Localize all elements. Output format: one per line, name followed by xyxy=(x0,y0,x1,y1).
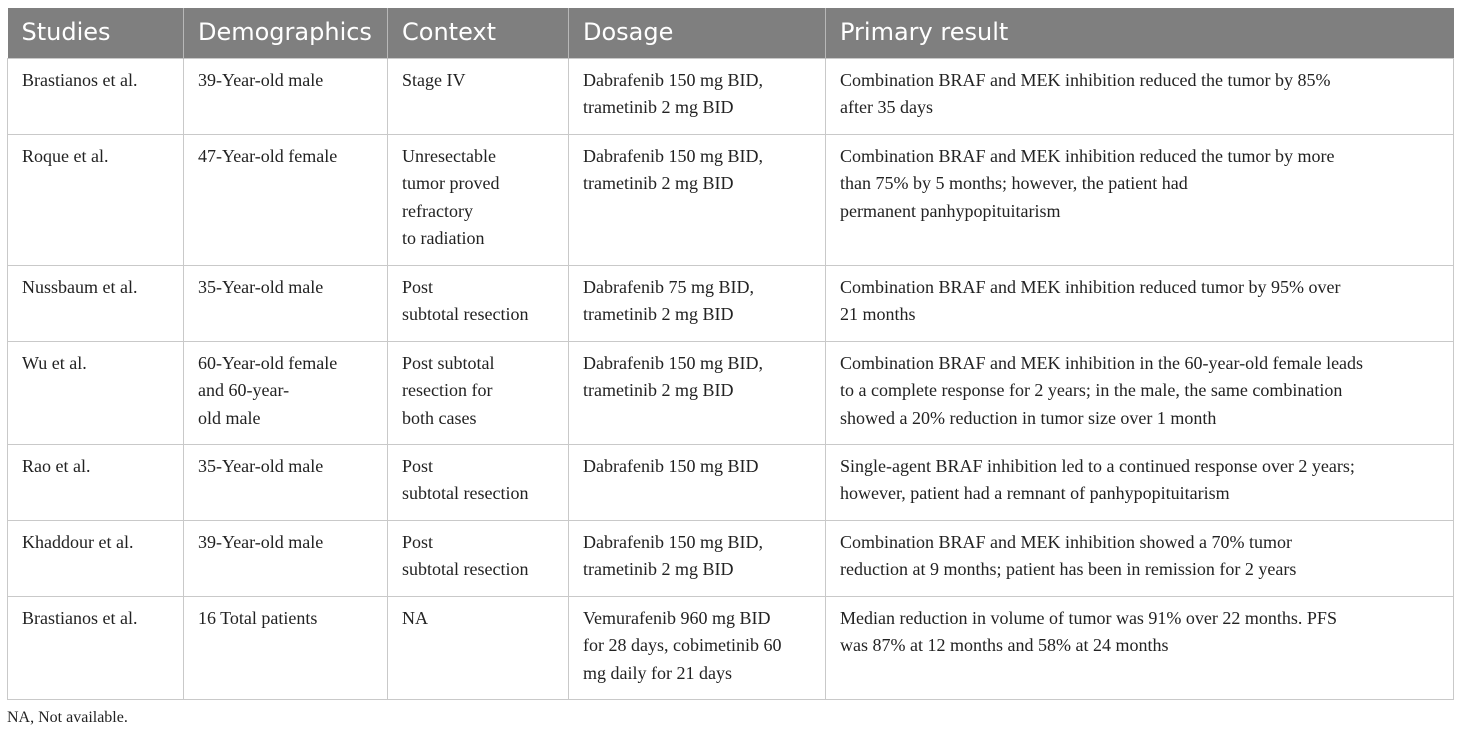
cell-context: Post subtotal resection xyxy=(388,444,569,520)
table-row xyxy=(8,134,1454,265)
table-row xyxy=(8,265,1454,341)
table-row xyxy=(8,444,1454,520)
header-context: Context xyxy=(388,8,569,58)
table-footnote: NA, Not available. xyxy=(7,709,128,726)
cell-demographics: 16 Total patients xyxy=(184,596,388,699)
cell-primary-result: Single-agent BRAF inhibition led to a continued response over 2 years; however, patient had a remnant of panhypopituitarism xyxy=(826,444,1454,520)
cell-demographics: 39-Year-old male xyxy=(184,58,388,134)
header-primary-result: Primary result xyxy=(826,8,1454,58)
cell-primary-result: Combination BRAF and MEK inhibition showed a 70% tumor reduction at 9 months; patient has been in remission for 2 years xyxy=(826,520,1454,596)
table-header-row xyxy=(8,8,1454,58)
table-row xyxy=(8,341,1454,444)
cell-primary-result: Median reduction in volume of tumor was 91% over 22 months. PFS was 87% at 12 months and 58% at 24 months xyxy=(826,596,1454,699)
cell-dosage: Dabrafenib 75 mg BID, trametinib 2 mg BID xyxy=(569,265,826,341)
cell-primary-result: Combination BRAF and MEK inhibition reduced tumor by 95% over 21 months xyxy=(826,265,1454,341)
cell-context: Post subtotal resection for both cases xyxy=(388,341,569,444)
cell-study: Wu et al. xyxy=(8,341,184,444)
cell-demographics: 35-Year-old male xyxy=(184,265,388,341)
table-row xyxy=(8,596,1454,699)
cell-study: Rao et al. xyxy=(8,444,184,520)
table-row xyxy=(8,58,1454,134)
cell-primary-result: Combination BRAF and MEK inhibition reduced the tumor by 85% after 35 days xyxy=(826,58,1454,134)
cell-study: Brastianos et al. xyxy=(8,58,184,134)
cell-context: Stage IV xyxy=(388,58,569,134)
cell-context: NA xyxy=(388,596,569,699)
header-dosage: Dosage xyxy=(569,8,826,58)
cell-study: Roque et al. xyxy=(8,134,184,265)
header-studies: Studies xyxy=(8,8,184,58)
cell-primary-result: Combination BRAF and MEK inhibition reduced the tumor by more than 75% by 5 months; however, the patient had permanent panhypopituitarism xyxy=(826,134,1454,265)
cell-dosage: Dabrafenib 150 mg BID, trametinib 2 mg BID xyxy=(569,341,826,444)
cell-dosage: Dabrafenib 150 mg BID, trametinib 2 mg BID xyxy=(569,520,826,596)
cell-study: Khaddour et al. xyxy=(8,520,184,596)
cell-study: Brastianos et al. xyxy=(8,596,184,699)
cell-dosage: Dabrafenib 150 mg BID, trametinib 2 mg BID xyxy=(569,58,826,134)
cell-demographics: 39-Year-old male xyxy=(184,520,388,596)
cell-primary-result: Combination BRAF and MEK inhibition in the 60-year-old female leads to a complete response for 2 years; in the male, the same combination showed a 20% reduction in tumor size over 1 month xyxy=(826,341,1454,444)
table-row xyxy=(8,520,1454,596)
studies-table xyxy=(7,8,1454,700)
cell-context: Post subtotal resection xyxy=(388,265,569,341)
table-container xyxy=(7,8,1453,700)
cell-demographics: 35-Year-old male xyxy=(184,444,388,520)
cell-dosage: Dabrafenib 150 mg BID xyxy=(569,444,826,520)
cell-demographics: 60-Year-old female and 60-year- old male xyxy=(184,341,388,444)
cell-context: Post subtotal resection xyxy=(388,520,569,596)
cell-study: Nussbaum et al. xyxy=(8,265,184,341)
cell-dosage: Vemurafenib 960 mg BID for 28 days, cobimetinib 60 mg daily for 21 days xyxy=(569,596,826,699)
cell-dosage: Dabrafenib 150 mg BID, trametinib 2 mg BID xyxy=(569,134,826,265)
header-demographics: Demographics xyxy=(184,8,388,58)
cell-demographics: 47-Year-old female xyxy=(184,134,388,265)
cell-context: Unresectable tumor proved refractory to radiation xyxy=(388,134,569,265)
